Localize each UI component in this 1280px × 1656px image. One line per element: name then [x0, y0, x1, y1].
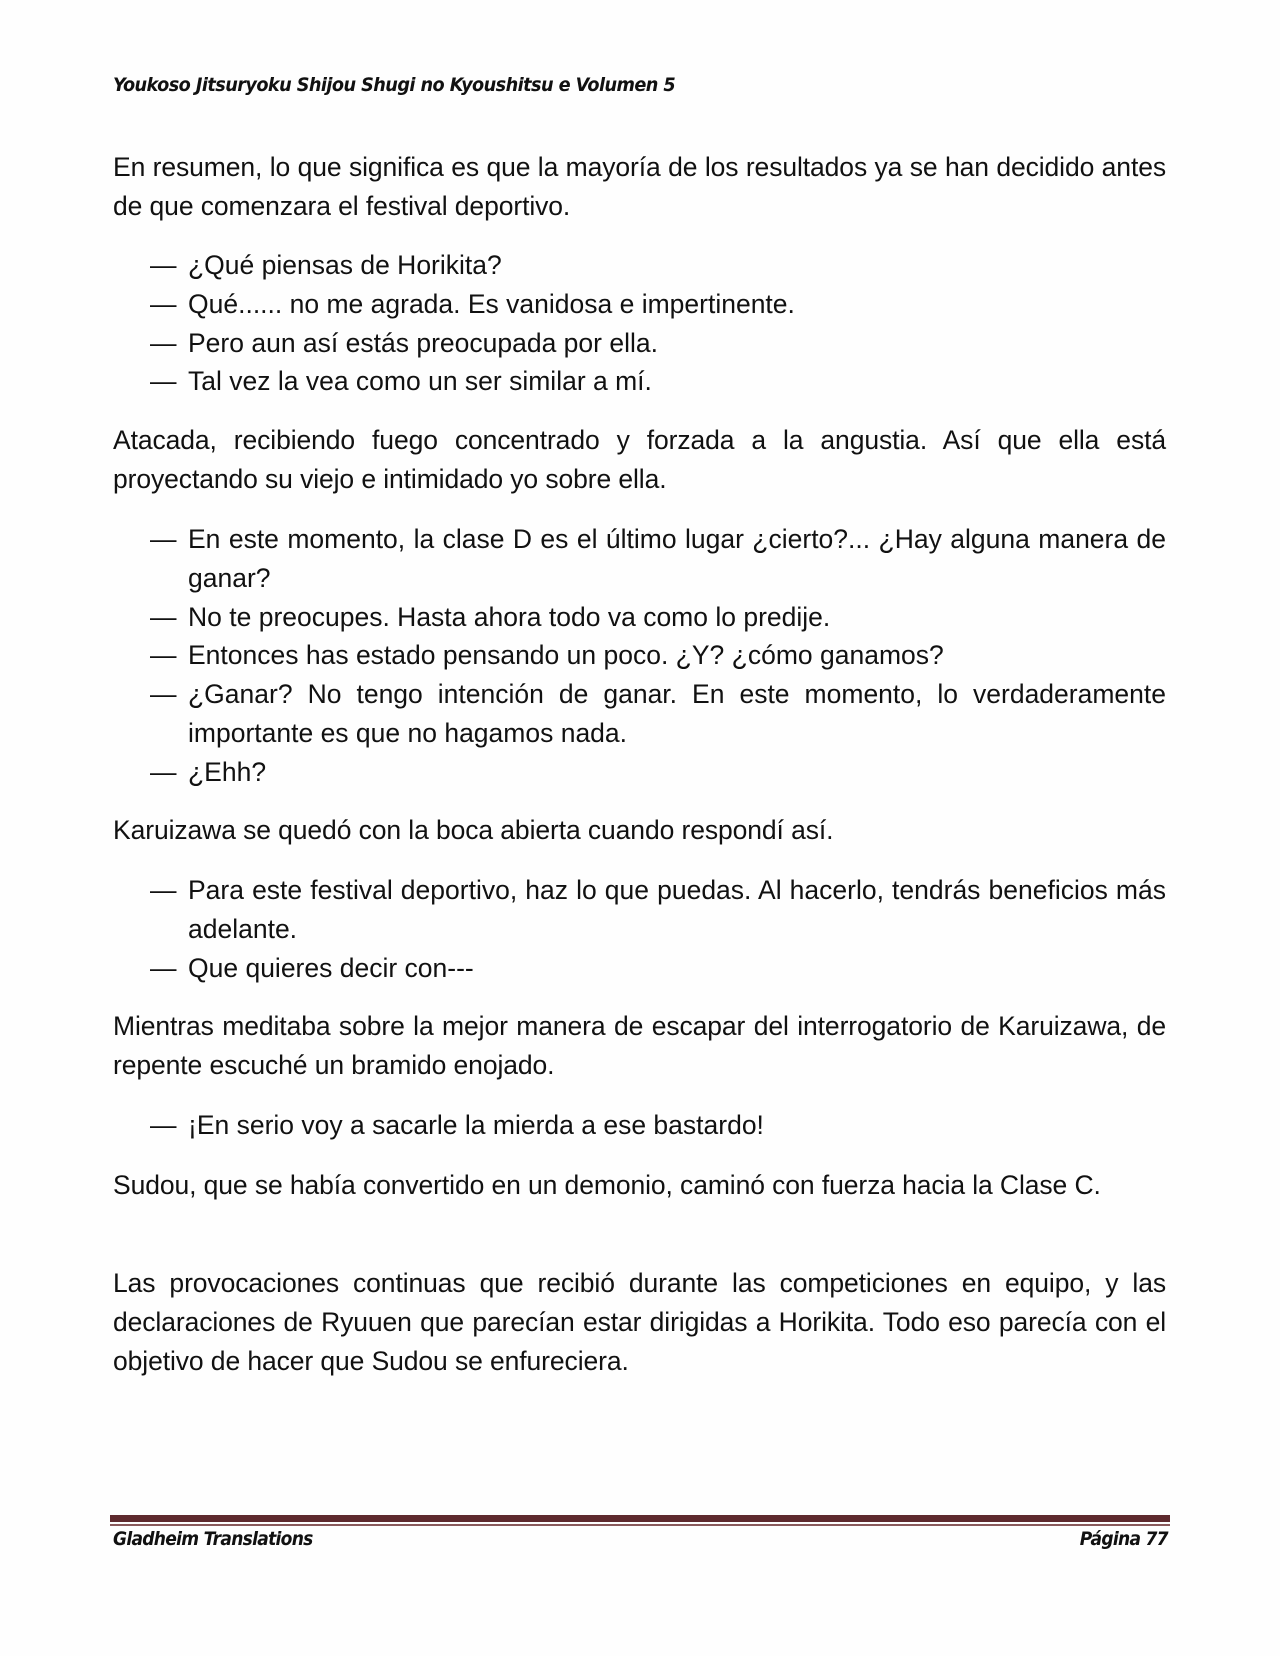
dialogue-line: — Pero aun así estás preocupada por ella.: [150, 324, 1166, 363]
dialogue-line: — Tal vez la vea como un ser similar a mí.: [150, 362, 1166, 401]
em-dash: —: [150, 1110, 177, 1140]
dialogue-line: — Qué...... no me agrada. Es vanidosa e impertinente.: [150, 285, 1166, 324]
dialogue-line: — ¿Ehh?: [150, 753, 1166, 792]
footer-rule: [110, 1515, 1170, 1526]
dialogue-line: — Para este festival deportivo, haz lo que puedas. Al hacerlo, tendrás beneficios más adelante.: [150, 871, 1166, 949]
dialogue-line: — ¿Ganar? No tengo intención de ganar. En este momento, lo verdaderamente importante es que no hagamos nada.: [150, 675, 1166, 753]
paragraph-1: En resumen, lo que significa es que la mayoría de los resultados ya se han decidido antes de que comenzara el festival deportivo.: [113, 152, 1166, 221]
em-dash: —: [150, 679, 177, 710]
dialogue-line: — Que quieres decir con---: [150, 949, 1166, 988]
paragraph-5: Sudou, que se había convertido en un demonio, caminó con fuerza hacia la Clase C.: [113, 1170, 1101, 1200]
em-dash: —: [150, 875, 177, 905]
em-dash: —: [150, 756, 177, 787]
page-number: Página 77: [1079, 1528, 1168, 1550]
dialogue-group-3: [150, 871, 1166, 987]
dialogue-line: — ¿Qué piensas de Horikita?: [150, 246, 1166, 285]
paragraph-6: Las provocaciones continuas que recibió durante las competiciones en equipo, y las declaraciones de Ryuuen que parecían estar dirigidas a Horikita. Todo eso parecía con el objetivo de hacer que Sudou se enfureciera.: [113, 1268, 1166, 1376]
em-dash: —: [150, 327, 177, 358]
em-dash: —: [150, 250, 177, 280]
footer-credit: Gladheim Translations: [113, 1528, 313, 1550]
dialogue-group-2: [150, 520, 1166, 792]
footer-rule-thick: [110, 1515, 1170, 1522]
paragraph-4: Mientras meditaba sobre la mejor manera de escapar del interrogatorio de Karuizawa, de repente escuché un bramido enojado.: [113, 1011, 1166, 1080]
em-dash: —: [150, 952, 177, 983]
paragraph-2: Atacada, recibiendo fuego concentrado y forzada a la angustia. Así que ella está proyectando su viejo e intimidado yo sobre ella.: [113, 425, 1166, 494]
footer-rule-thin: [110, 1524, 1170, 1526]
em-dash: —: [150, 366, 177, 397]
dialogue-line: — En este momento, la clase D es el último lugar ¿cierto?... ¿Hay alguna manera de ganar?: [150, 520, 1166, 598]
dialogue-group-1: [150, 246, 1166, 401]
paragraph-3: Karuizawa se quedó con la boca abierta cuando respondí así.: [113, 815, 834, 845]
em-dash: —: [150, 524, 177, 554]
dialogue-line: — ¡En serio voy a sacarle la mierda a ese bastardo!: [150, 1106, 1166, 1145]
running-header: Youkoso Jitsuryoku Shijou Shugi no Kyoushitsu e Volumen 5: [113, 74, 676, 96]
dialogue-group-4: [150, 1106, 1166, 1145]
dialogue-line: — No te preocupes. Hasta ahora todo va como lo predije.: [150, 598, 1166, 637]
em-dash: —: [150, 288, 177, 319]
dialogue-line: — Entonces has estado pensando un poco. ¿Y? ¿cómo ganamos?: [150, 636, 1166, 675]
em-dash: —: [150, 601, 177, 632]
em-dash: —: [150, 640, 177, 671]
